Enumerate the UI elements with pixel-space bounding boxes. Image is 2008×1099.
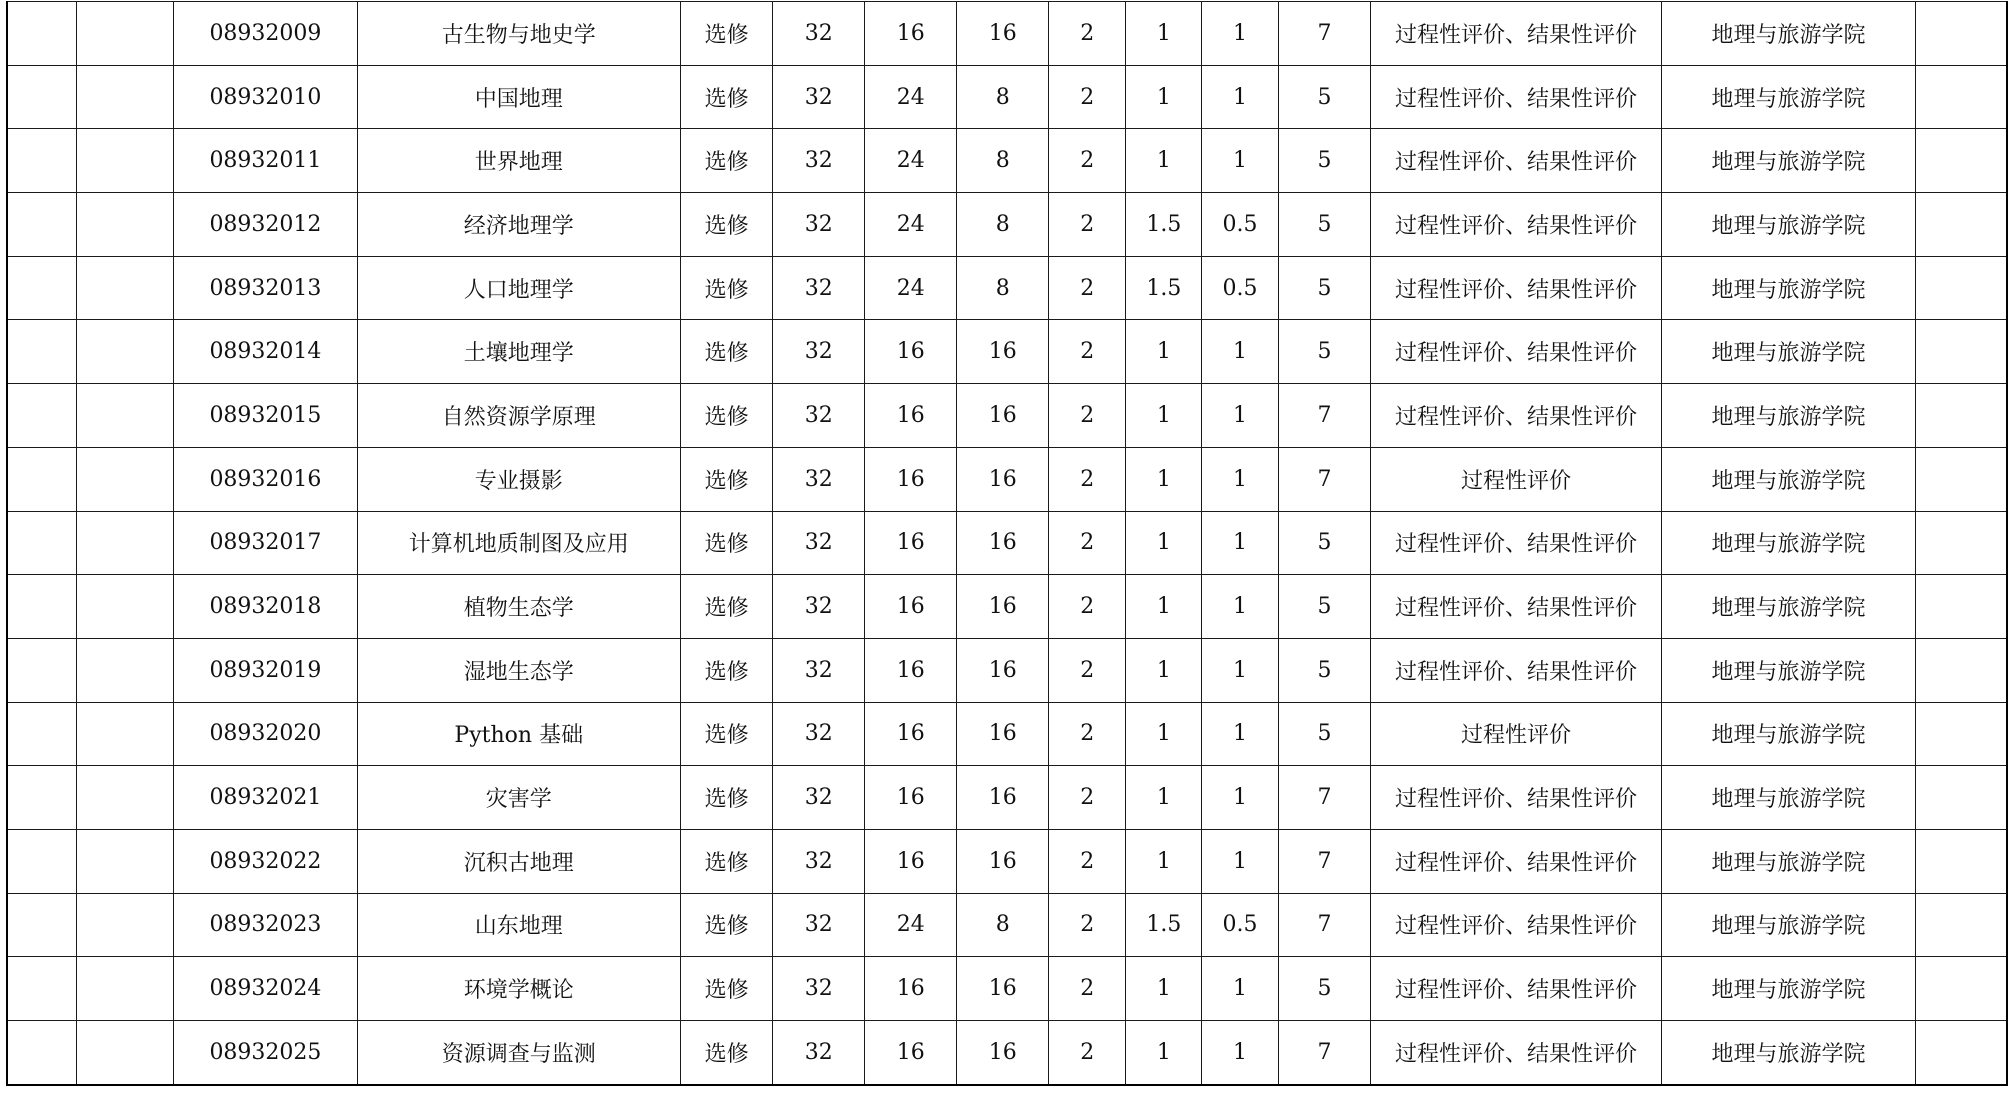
course-name-cell: 世界地理: [357, 129, 680, 193]
practice-hours-cell: 16: [957, 447, 1049, 511]
category-cell: [7, 1021, 76, 1085]
credit-split-2-cell: 1: [1202, 829, 1279, 893]
lecture-hours-cell: 24: [864, 256, 957, 320]
course-table: [6, 1, 2008, 1086]
course-name-cell: Python 基础: [357, 702, 680, 766]
department-cell: 地理与旅游学院: [1661, 702, 1915, 766]
credit-cell: 2: [1048, 575, 1126, 639]
course-type-cell: 选修: [680, 511, 773, 575]
assessment-cell: 过程性评价: [1371, 447, 1662, 511]
semester-cell: 5: [1278, 193, 1370, 257]
lecture-hours-cell: 16: [864, 702, 957, 766]
course-type-cell: 选修: [680, 320, 773, 384]
course-type-cell: 选修: [680, 384, 773, 448]
practice-hours-cell: 16: [957, 957, 1049, 1021]
course-code-cell: 08932020: [174, 702, 357, 766]
credit-split-1-cell: 1: [1126, 829, 1202, 893]
remarks-cell: [1916, 957, 2007, 1021]
course-name-cell: 古生物与地史学: [357, 2, 680, 66]
credit-cell: 2: [1048, 829, 1126, 893]
semester-cell: 5: [1278, 320, 1370, 384]
assessment-cell: 过程性评价: [1371, 702, 1662, 766]
category-cell: [7, 638, 76, 702]
subcategory-cell: [76, 575, 173, 639]
category-cell: [7, 256, 76, 320]
total-hours-cell: 32: [773, 65, 865, 129]
lecture-hours-cell: 24: [864, 193, 957, 257]
assessment-cell: 过程性评价、结果性评价: [1371, 511, 1662, 575]
credit-split-1-cell: 1: [1126, 766, 1202, 830]
table-row: [7, 129, 2007, 193]
table-row: [7, 320, 2007, 384]
course-code-cell: 08932010: [174, 65, 357, 129]
credit-cell: 2: [1048, 766, 1126, 830]
assessment-cell: 过程性评价、结果性评价: [1371, 256, 1662, 320]
lecture-hours-cell: 16: [864, 447, 957, 511]
department-cell: 地理与旅游学院: [1661, 638, 1915, 702]
course-name-cell: 湿地生态学: [357, 638, 680, 702]
total-hours-cell: 32: [773, 957, 865, 1021]
credit-split-1-cell: 1: [1126, 129, 1202, 193]
subcategory-cell: [76, 957, 173, 1021]
total-hours-cell: 32: [773, 893, 865, 957]
assessment-cell: 过程性评价、结果性评价: [1371, 957, 1662, 1021]
category-cell: [7, 65, 76, 129]
category-cell: [7, 829, 76, 893]
practice-hours-cell: 16: [957, 766, 1049, 830]
assessment-cell: 过程性评价、结果性评价: [1371, 575, 1662, 639]
total-hours-cell: 32: [773, 638, 865, 702]
total-hours-cell: 32: [773, 2, 865, 66]
semester-cell: 5: [1278, 702, 1370, 766]
credit-cell: 2: [1048, 957, 1126, 1021]
course-type-cell: 选修: [680, 256, 773, 320]
department-cell: 地理与旅游学院: [1661, 193, 1915, 257]
table-row: [7, 638, 2007, 702]
course-type-cell: 选修: [680, 447, 773, 511]
total-hours-cell: 32: [773, 320, 865, 384]
credit-split-1-cell: 1: [1126, 447, 1202, 511]
total-hours-cell: 32: [773, 1021, 865, 1085]
practice-hours-cell: 16: [957, 1021, 1049, 1085]
department-cell: 地理与旅游学院: [1661, 829, 1915, 893]
credit-split-2-cell: 1: [1202, 1021, 1279, 1085]
course-type-cell: 选修: [680, 638, 773, 702]
remarks-cell: [1916, 256, 2007, 320]
credit-split-1-cell: 1: [1126, 2, 1202, 66]
assessment-cell: 过程性评价、结果性评价: [1371, 65, 1662, 129]
subcategory-cell: [76, 766, 173, 830]
department-cell: 地理与旅游学院: [1661, 766, 1915, 830]
category-cell: [7, 193, 76, 257]
course-type-cell: 选修: [680, 702, 773, 766]
semester-cell: 5: [1278, 957, 1370, 1021]
table-row: [7, 65, 2007, 129]
subcategory-cell: [76, 511, 173, 575]
course-name-cell: 土壤地理学: [357, 320, 680, 384]
credit-split-1-cell: 1: [1126, 702, 1202, 766]
credit-split-2-cell: 1: [1202, 384, 1279, 448]
department-cell: 地理与旅游学院: [1661, 893, 1915, 957]
subcategory-cell: [76, 2, 173, 66]
course-code-cell: 08932009: [174, 2, 357, 66]
practice-hours-cell: 8: [957, 129, 1049, 193]
semester-cell: 5: [1278, 511, 1370, 575]
remarks-cell: [1916, 766, 2007, 830]
semester-cell: 5: [1278, 65, 1370, 129]
course-name-cell: 植物生态学: [357, 575, 680, 639]
credit-split-2-cell: 1: [1202, 702, 1279, 766]
subcategory-cell: [76, 384, 173, 448]
credit-split-1-cell: 1: [1126, 320, 1202, 384]
table-row: [7, 957, 2007, 1021]
subcategory-cell: [76, 638, 173, 702]
subcategory-cell: [76, 129, 173, 193]
remarks-cell: [1916, 702, 2007, 766]
assessment-cell: 过程性评价、结果性评价: [1371, 320, 1662, 384]
remarks-cell: [1916, 447, 2007, 511]
semester-cell: 5: [1278, 638, 1370, 702]
credit-split-1-cell: 1.5: [1126, 256, 1202, 320]
semester-cell: 7: [1278, 447, 1370, 511]
course-type-cell: 选修: [680, 65, 773, 129]
course-code-cell: 08932017: [174, 511, 357, 575]
course-type-cell: 选修: [680, 129, 773, 193]
table-row: [7, 766, 2007, 830]
category-cell: [7, 320, 76, 384]
course-name-cell: 人口地理学: [357, 256, 680, 320]
course-name-cell: 中国地理: [357, 65, 680, 129]
subcategory-cell: [76, 320, 173, 384]
course-code-cell: 08932022: [174, 829, 357, 893]
course-name-cell: 自然资源学原理: [357, 384, 680, 448]
lecture-hours-cell: 24: [864, 65, 957, 129]
lecture-hours-cell: 16: [864, 575, 957, 639]
course-name-cell: 资源调查与监测: [357, 1021, 680, 1085]
department-cell: 地理与旅游学院: [1661, 384, 1915, 448]
lecture-hours-cell: 16: [864, 766, 957, 830]
credit-cell: 2: [1048, 702, 1126, 766]
lecture-hours-cell: 16: [864, 2, 957, 66]
credit-split-2-cell: 1: [1202, 638, 1279, 702]
table-row: [7, 829, 2007, 893]
credit-split-1-cell: 1: [1126, 1021, 1202, 1085]
department-cell: 地理与旅游学院: [1661, 256, 1915, 320]
course-type-cell: 选修: [680, 893, 773, 957]
course-code-cell: 08932019: [174, 638, 357, 702]
credit-split-1-cell: 1.5: [1126, 193, 1202, 257]
credit-cell: 2: [1048, 511, 1126, 575]
total-hours-cell: 32: [773, 766, 865, 830]
table-row: [7, 575, 2007, 639]
credit-cell: 2: [1048, 384, 1126, 448]
course-name-cell: 沉积古地理: [357, 829, 680, 893]
assessment-cell: 过程性评价、结果性评价: [1371, 1021, 1662, 1085]
table-row: [7, 193, 2007, 257]
course-type-cell: 选修: [680, 829, 773, 893]
credit-cell: 2: [1048, 447, 1126, 511]
total-hours-cell: 32: [773, 447, 865, 511]
credit-split-2-cell: 1: [1202, 2, 1279, 66]
department-cell: 地理与旅游学院: [1661, 447, 1915, 511]
remarks-cell: [1916, 193, 2007, 257]
credit-split-1-cell: 1: [1126, 957, 1202, 1021]
department-cell: 地理与旅游学院: [1661, 575, 1915, 639]
category-cell: [7, 447, 76, 511]
subcategory-cell: [76, 893, 173, 957]
remarks-cell: [1916, 893, 2007, 957]
credit-split-2-cell: 1: [1202, 129, 1279, 193]
credit-split-2-cell: 1: [1202, 447, 1279, 511]
assessment-cell: 过程性评价、结果性评价: [1371, 638, 1662, 702]
remarks-cell: [1916, 384, 2007, 448]
credit-split-1-cell: 1: [1126, 65, 1202, 129]
course-type-cell: 选修: [680, 193, 773, 257]
semester-cell: 7: [1278, 766, 1370, 830]
credit-split-2-cell: 0.5: [1202, 893, 1279, 957]
semester-cell: 7: [1278, 1021, 1370, 1085]
subcategory-cell: [76, 1021, 173, 1085]
credit-cell: 2: [1048, 129, 1126, 193]
lecture-hours-cell: 16: [864, 1021, 957, 1085]
practice-hours-cell: 16: [957, 702, 1049, 766]
assessment-cell: 过程性评价、结果性评价: [1371, 2, 1662, 66]
department-cell: 地理与旅游学院: [1661, 129, 1915, 193]
lecture-hours-cell: 24: [864, 129, 957, 193]
credit-cell: 2: [1048, 1021, 1126, 1085]
practice-hours-cell: 16: [957, 829, 1049, 893]
credit-cell: 2: [1048, 893, 1126, 957]
category-cell: [7, 129, 76, 193]
course-code-cell: 08932011: [174, 129, 357, 193]
department-cell: 地理与旅游学院: [1661, 2, 1915, 66]
table-row: [7, 702, 2007, 766]
lecture-hours-cell: 16: [864, 511, 957, 575]
total-hours-cell: 32: [773, 384, 865, 448]
semester-cell: 7: [1278, 829, 1370, 893]
remarks-cell: [1916, 65, 2007, 129]
semester-cell: 5: [1278, 129, 1370, 193]
credit-split-2-cell: 1: [1202, 766, 1279, 830]
credit-cell: 2: [1048, 65, 1126, 129]
credit-split-2-cell: 1: [1202, 511, 1279, 575]
practice-hours-cell: 16: [957, 575, 1049, 639]
remarks-cell: [1916, 829, 2007, 893]
course-code-cell: 08932013: [174, 256, 357, 320]
semester-cell: 5: [1278, 575, 1370, 639]
department-cell: 地理与旅游学院: [1661, 1021, 1915, 1085]
course-type-cell: 选修: [680, 2, 773, 66]
remarks-cell: [1916, 638, 2007, 702]
course-code-cell: 08932015: [174, 384, 357, 448]
course-type-cell: 选修: [680, 957, 773, 1021]
semester-cell: 7: [1278, 2, 1370, 66]
practice-hours-cell: 8: [957, 256, 1049, 320]
course-code-cell: 08932016: [174, 447, 357, 511]
department-cell: 地理与旅游学院: [1661, 65, 1915, 129]
credit-cell: 2: [1048, 638, 1126, 702]
category-cell: [7, 511, 76, 575]
practice-hours-cell: 16: [957, 384, 1049, 448]
course-name-cell: 经济地理学: [357, 193, 680, 257]
practice-hours-cell: 8: [957, 65, 1049, 129]
table-row: [7, 384, 2007, 448]
credit-split-1-cell: 1: [1126, 384, 1202, 448]
remarks-cell: [1916, 511, 2007, 575]
assessment-cell: 过程性评价、结果性评价: [1371, 193, 1662, 257]
assessment-cell: 过程性评价、结果性评价: [1371, 893, 1662, 957]
subcategory-cell: [76, 829, 173, 893]
department-cell: 地理与旅游学院: [1661, 320, 1915, 384]
course-name-cell: 专业摄影: [357, 447, 680, 511]
practice-hours-cell: 8: [957, 193, 1049, 257]
assessment-cell: 过程性评价、结果性评价: [1371, 384, 1662, 448]
remarks-cell: [1916, 1021, 2007, 1085]
lecture-hours-cell: 16: [864, 957, 957, 1021]
total-hours-cell: 32: [773, 129, 865, 193]
semester-cell: 5: [1278, 256, 1370, 320]
course-name-cell: 山东地理: [357, 893, 680, 957]
course-type-cell: 选修: [680, 575, 773, 639]
lecture-hours-cell: 16: [864, 384, 957, 448]
remarks-cell: [1916, 129, 2007, 193]
course-code-cell: 08932025: [174, 1021, 357, 1085]
credit-split-2-cell: 1: [1202, 320, 1279, 384]
credit-split-1-cell: 1: [1126, 511, 1202, 575]
credit-split-1-cell: 1.5: [1126, 893, 1202, 957]
table-row: [7, 1021, 2007, 1085]
practice-hours-cell: 16: [957, 320, 1049, 384]
table-row: [7, 256, 2007, 320]
practice-hours-cell: 16: [957, 2, 1049, 66]
course-type-cell: 选修: [680, 1021, 773, 1085]
table-body: [7, 2, 2007, 1085]
credit-cell: 2: [1048, 256, 1126, 320]
lecture-hours-cell: 24: [864, 893, 957, 957]
category-cell: [7, 766, 76, 830]
total-hours-cell: 32: [773, 256, 865, 320]
table-row: [7, 447, 2007, 511]
credit-split-2-cell: 0.5: [1202, 256, 1279, 320]
credit-split-2-cell: 1: [1202, 575, 1279, 639]
remarks-cell: [1916, 575, 2007, 639]
subcategory-cell: [76, 65, 173, 129]
course-code-cell: 08932012: [174, 193, 357, 257]
credit-split-2-cell: 0.5: [1202, 193, 1279, 257]
subcategory-cell: [76, 256, 173, 320]
credit-cell: 2: [1048, 193, 1126, 257]
table-row: [7, 2, 2007, 66]
total-hours-cell: 32: [773, 575, 865, 639]
semester-cell: 7: [1278, 893, 1370, 957]
subcategory-cell: [76, 193, 173, 257]
category-cell: [7, 893, 76, 957]
subcategory-cell: [76, 447, 173, 511]
course-code-cell: 08932014: [174, 320, 357, 384]
table-row: [7, 511, 2007, 575]
department-cell: 地理与旅游学院: [1661, 957, 1915, 1021]
department-cell: 地理与旅游学院: [1661, 511, 1915, 575]
course-name-cell: 灾害学: [357, 766, 680, 830]
lecture-hours-cell: 16: [864, 320, 957, 384]
credit-split-2-cell: 1: [1202, 65, 1279, 129]
practice-hours-cell: 16: [957, 638, 1049, 702]
remarks-cell: [1916, 320, 2007, 384]
course-name-cell: 计算机地质制图及应用: [357, 511, 680, 575]
category-cell: [7, 384, 76, 448]
total-hours-cell: 32: [773, 702, 865, 766]
semester-cell: 7: [1278, 384, 1370, 448]
assessment-cell: 过程性评价、结果性评价: [1371, 129, 1662, 193]
lecture-hours-cell: 16: [864, 829, 957, 893]
category-cell: [7, 2, 76, 66]
practice-hours-cell: 16: [957, 511, 1049, 575]
credit-split-1-cell: 1: [1126, 638, 1202, 702]
category-cell: [7, 575, 76, 639]
credit-split-1-cell: 1: [1126, 575, 1202, 639]
course-name-cell: 环境学概论: [357, 957, 680, 1021]
assessment-cell: 过程性评价、结果性评价: [1371, 829, 1662, 893]
subcategory-cell: [76, 702, 173, 766]
credit-cell: 2: [1048, 2, 1126, 66]
practice-hours-cell: 8: [957, 893, 1049, 957]
assessment-cell: 过程性评价、结果性评价: [1371, 766, 1662, 830]
category-cell: [7, 957, 76, 1021]
credit-split-2-cell: 1: [1202, 957, 1279, 1021]
remarks-cell: [1916, 2, 2007, 66]
credit-cell: 2: [1048, 320, 1126, 384]
course-code-cell: 08932018: [174, 575, 357, 639]
table-row: [7, 893, 2007, 957]
course-type-cell: 选修: [680, 766, 773, 830]
total-hours-cell: 32: [773, 193, 865, 257]
course-code-cell: 08932023: [174, 893, 357, 957]
total-hours-cell: 32: [773, 829, 865, 893]
category-cell: [7, 702, 76, 766]
course-code-cell: 08932021: [174, 766, 357, 830]
course-code-cell: 08932024: [174, 957, 357, 1021]
lecture-hours-cell: 16: [864, 638, 957, 702]
total-hours-cell: 32: [773, 511, 865, 575]
